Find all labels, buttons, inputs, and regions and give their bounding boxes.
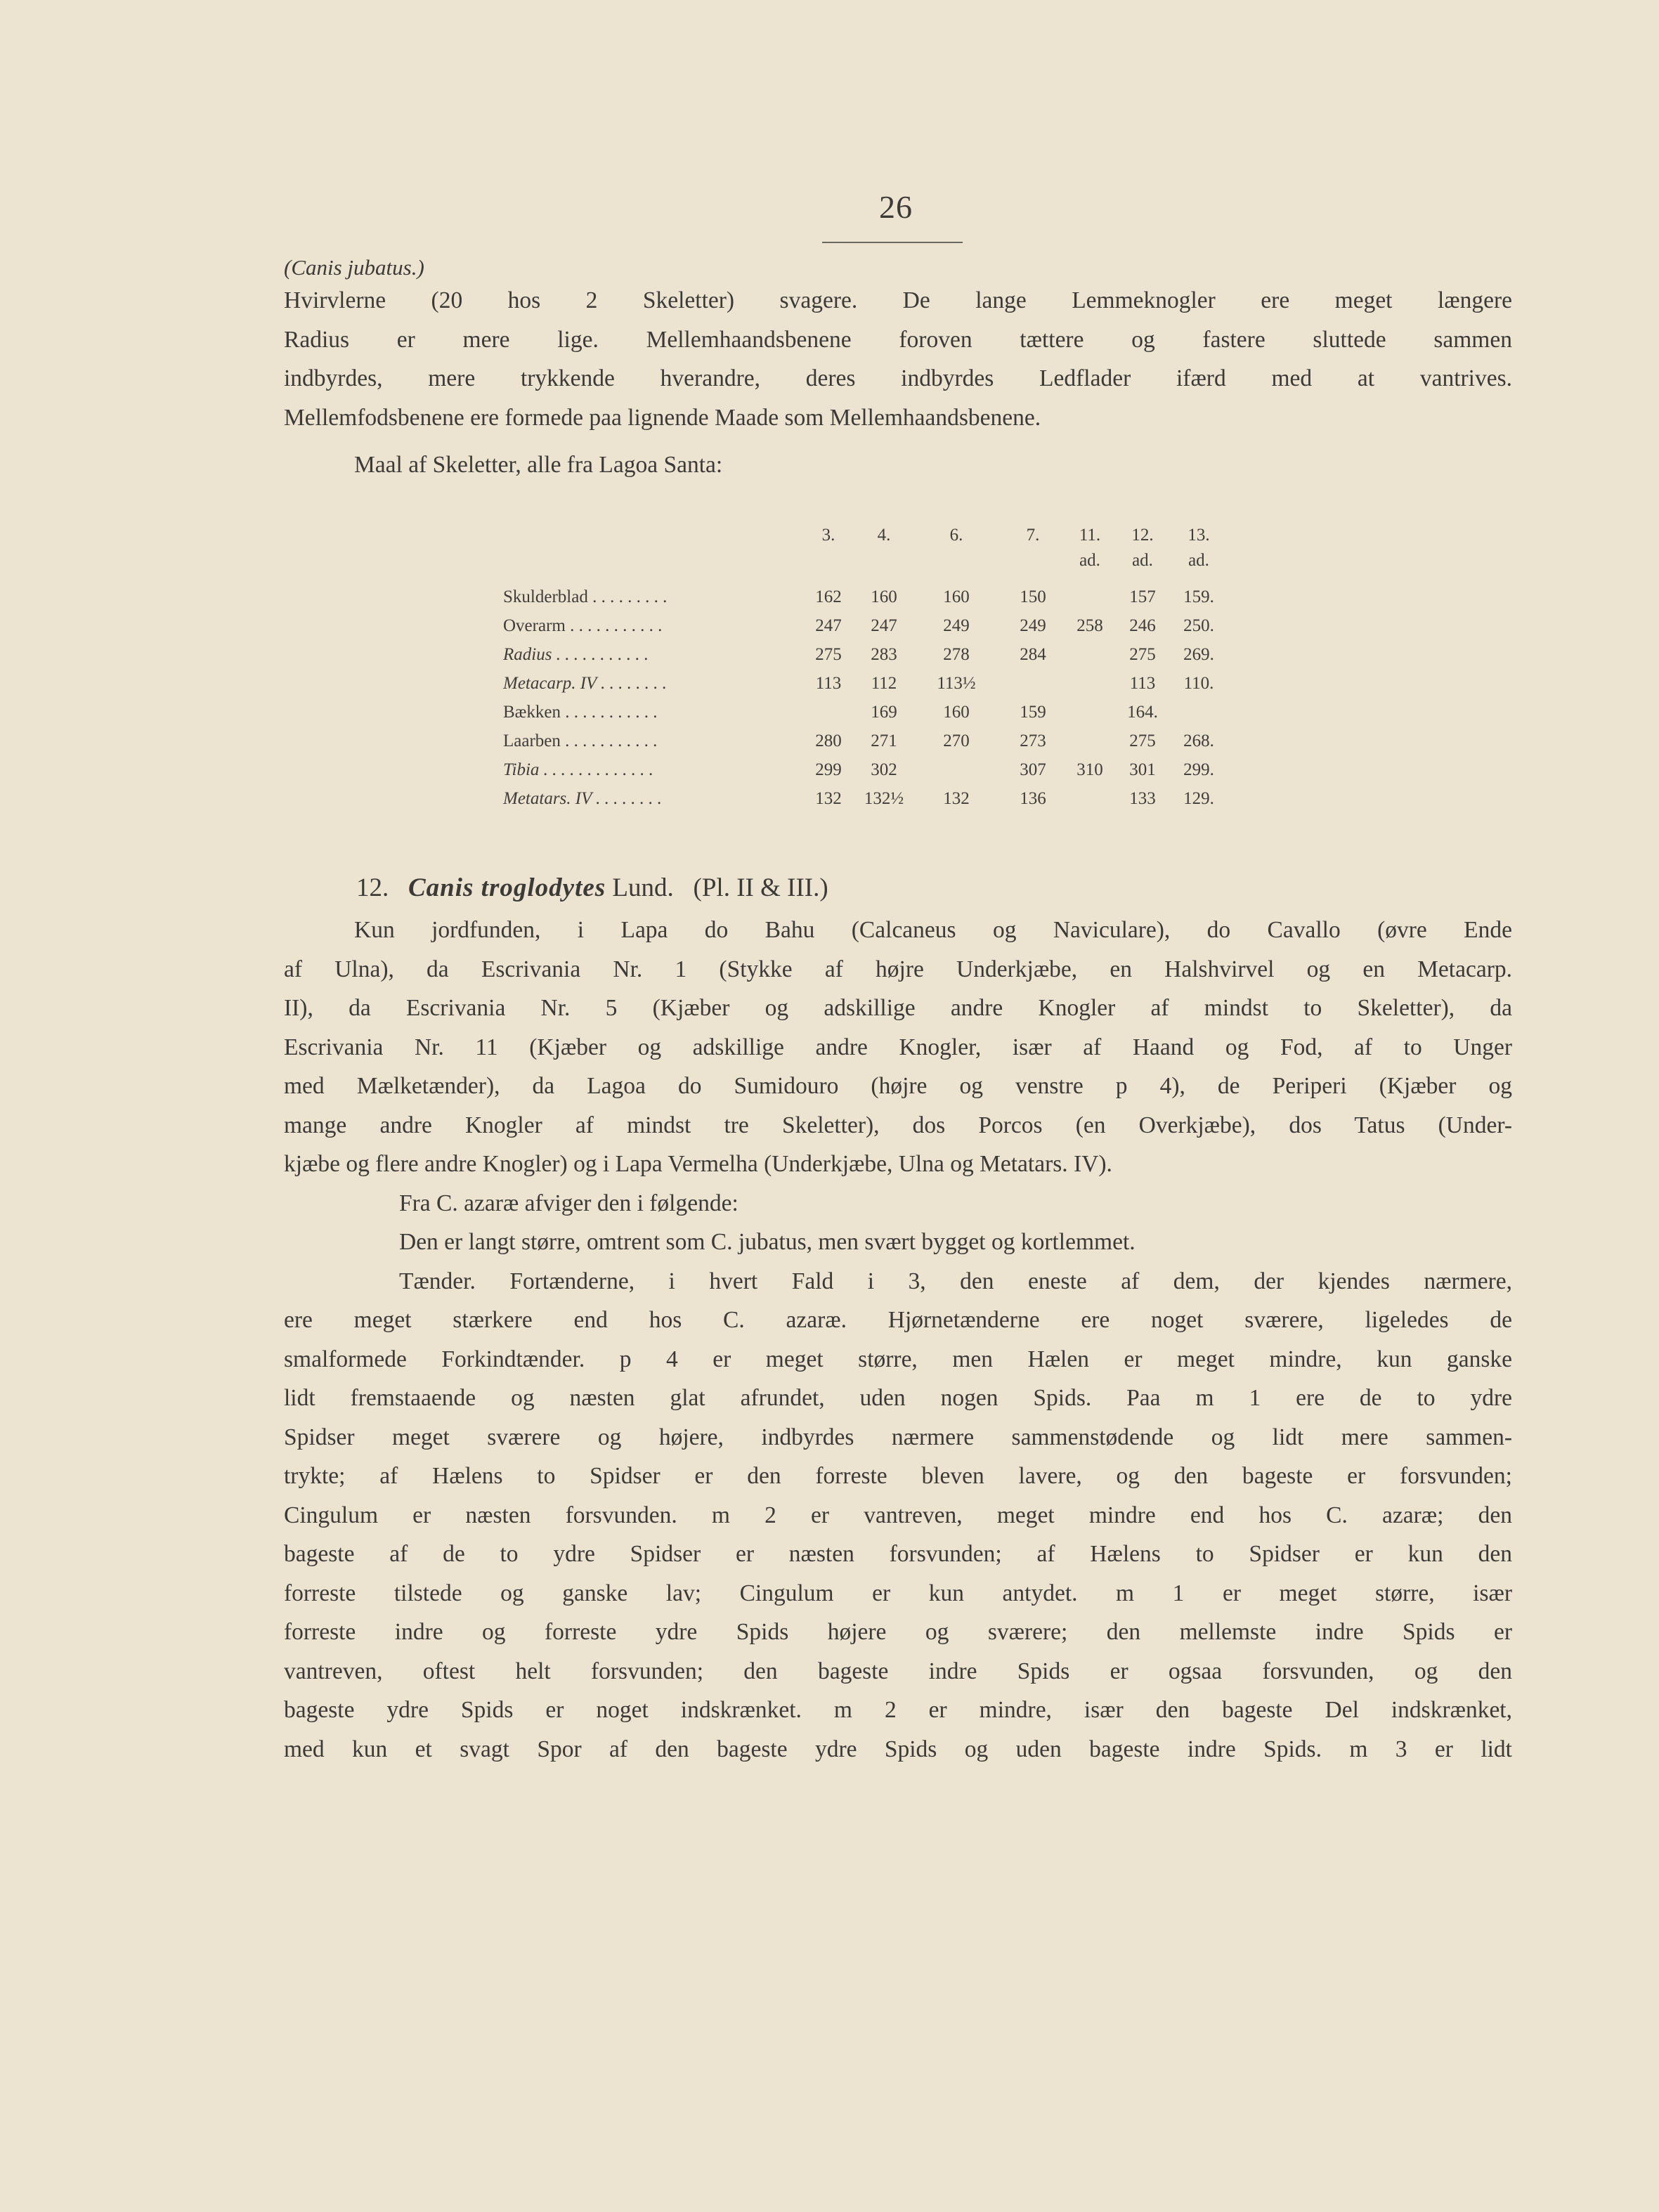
table-cell: 157: [1129, 587, 1156, 606]
table-cell: 273: [1020, 731, 1046, 750]
table-column-subheader: ad.: [1188, 551, 1209, 570]
page-number: 26: [879, 189, 913, 225]
table-column-subheader: ad.: [1132, 551, 1153, 570]
body-line: smalformede Forkindtænder. p 4 er meget større, men Hælen er meget mindre, kun ganske: [284, 1346, 1512, 1372]
table-cell: 169: [871, 703, 897, 722]
table-cell: 284: [1020, 645, 1046, 664]
table-cell: 113: [815, 674, 842, 693]
table-cell: 110.: [1183, 674, 1214, 693]
table-cell: 250.: [1183, 616, 1214, 635]
table-cell: 159.: [1183, 587, 1214, 606]
table-column-header: 4.: [877, 526, 891, 545]
table-column-header: 11.: [1079, 526, 1101, 545]
body-line: bageste ydre Spids er noget indskrænket. m 2 er mindre, især den bageste Del indskrænket,: [284, 1697, 1512, 1723]
table-cell: 164.: [1127, 703, 1158, 722]
table-cell: 275: [815, 645, 842, 664]
table-cell: 280: [815, 731, 842, 750]
table-cell: 275: [1129, 645, 1156, 664]
body-line: Spidser meget sværere og højere, indbyrdes nærmere sammenstødende og lidt mere sammen-: [284, 1424, 1512, 1450]
intro-paragraph: [284, 281, 1512, 437]
table-cell: 159: [1020, 703, 1046, 722]
body-line: vantreven, oftest helt forsvunden; den bageste indre Spids er ogsaa forsvunden, og den: [284, 1658, 1512, 1684]
table-row-label: Overarm . . . . . . . . . . .: [503, 616, 663, 635]
table-row-label: Metatars. IV . . . . . . . .: [503, 789, 662, 808]
table-cell: 299: [815, 760, 842, 779]
table-cell: 160: [943, 703, 970, 722]
body-line: Escrivania Nr. 11 (Kjæber og adskillige andre Knogler, især af Haand og Fod, af to Unger: [284, 1034, 1512, 1060]
table-row-label: Laarben . . . . . . . . . . .: [503, 731, 658, 750]
table-cell: 269.: [1183, 645, 1214, 664]
table-cell: 132½: [864, 789, 904, 808]
table-cell: 275: [1129, 731, 1156, 750]
table-column-header: 6.: [949, 526, 963, 545]
table-cell: 113: [1129, 674, 1156, 693]
body-line: Cingulum er næsten forsvunden. m 2 er vantreven, meget mindre end hos C. azaræ; den: [284, 1502, 1512, 1528]
table-cell: 112: [871, 674, 897, 693]
table-cell: 132: [943, 789, 970, 808]
body-line: med Mælketænder), da Lagoa do Sumidouro (højre og venstre p 4), de Periperi (Kjæber og: [284, 1073, 1512, 1099]
table-cell: 249: [1020, 616, 1046, 635]
table-cell: 268.: [1183, 731, 1214, 750]
table-cell: 247: [871, 616, 897, 635]
body-line: af Ulna), da Escrivania Nr. 1 (Stykke af højre Underkjæbe, en Halshvirvel og en Metacarp.: [284, 956, 1512, 982]
intro-line: indbyrdes, mere trykkende hverandre, deres indbyrdes Ledflader ifærd med at vantrives.: [284, 365, 1512, 391]
body-line: trykte; af Hælens to Spidser er den forreste bleven lavere, og den bageste er forsvunden;: [284, 1463, 1512, 1489]
body-line: forreste tilstede og ganske lav; Cingulum er kun antydet. m 1 er meget større, især: [284, 1580, 1512, 1606]
table-cell: 301: [1129, 760, 1156, 779]
table-cell: 249: [943, 616, 970, 635]
table-cell: 162: [815, 587, 842, 606]
table-cell: 136: [1020, 789, 1046, 808]
body-line: ere meget stærkere end hos C. azaræ. Hjørnetænderne ere noget sværere, ligeledes de: [284, 1307, 1512, 1333]
table-cell: 278: [943, 645, 970, 664]
species-author: Lund.: [612, 873, 674, 902]
body-line: kjæbe og flere andre Knogler) og i Lapa Vermelha (Underkjæbe, Ulna og Metatars. IV).: [284, 1151, 1112, 1177]
section-number: 12.: [356, 873, 389, 902]
body-line: Kun jordfunden, i Lapa do Bahu (Calcaneus og Naviculare), do Cavallo (øvre Ende: [354, 917, 1512, 943]
table-cell: 133: [1129, 789, 1156, 808]
measurements-caption: [354, 445, 1197, 485]
body-line: mange andre Knogler af mindst tre Skeletter), dos Porcos (en Overkjæbe), dos Tatus (Under-: [284, 1112, 1512, 1138]
species-name: Canis troglodytes: [408, 873, 606, 902]
table-cell: 129.: [1183, 789, 1214, 808]
table-cell: 246: [1129, 616, 1156, 635]
table-cell: 113½: [937, 674, 976, 693]
body-line: med kun et svagt Spor af den bageste ydre Spids og uden bageste indre Spids. m 3 er lidt: [284, 1736, 1512, 1762]
table-cell: 283: [871, 645, 897, 664]
table-cell: 310: [1076, 760, 1103, 779]
plate-reference: (Pl. II & III.): [693, 873, 828, 902]
body-line: bageste af de to ydre Spidser er næsten forsvunden; af Hælens to Spidser er kun den: [284, 1541, 1512, 1567]
measurements-caption-text: Maal af Skeletter, alle fra Lagoa Santa:: [354, 452, 723, 478]
table-column-header: 12.: [1131, 526, 1154, 545]
body-line: forreste indre og forreste ydre Spids højere og sværere; den mellemste indre Spids er: [284, 1619, 1512, 1645]
table-cell: 132: [815, 789, 842, 808]
table-cell: 160: [871, 587, 897, 606]
table-column-header: 3.: [821, 526, 835, 545]
table-cell: 307: [1020, 760, 1046, 779]
table-row-label: Radius . . . . . . . . . . .: [503, 645, 649, 664]
body-line: II), da Escrivania Nr. 5 (Kjæber og adskillige andre Knogler af mindst to Skeletter), da: [284, 995, 1512, 1021]
table-column-subheader: ad.: [1079, 551, 1100, 570]
running-head: (Canis jubatus.): [284, 255, 424, 280]
table-row-label: Metacarp. IV . . . . . . . .: [503, 674, 667, 693]
page-number-rule: [822, 242, 963, 243]
body-line: lidt fremstaaende og næsten glat afrundet, uden nogen Spids. Paa m 1 ere de to ydre: [284, 1385, 1512, 1411]
table-cell: 258: [1076, 616, 1103, 635]
intro-line: Mellemfodsbenene ere formede paa lignende Maade som Mellemhaandsbenene.: [284, 404, 1041, 431]
table-cell: 247: [815, 616, 842, 635]
table-cell: 270: [943, 731, 970, 750]
table-row-label: Skulderblad . . . . . . . . .: [503, 587, 668, 606]
body-text: [284, 911, 1512, 1769]
table-row-label: Tibia . . . . . . . . . . . . .: [503, 760, 653, 779]
body-line: Den er langt større, omtrent som C. jubatus, men svært bygget og kortlemmet.: [399, 1229, 1136, 1255]
body-line: Tænder. Fortænderne, i hvert Fald i 3, den eneste af dem, der kjendes nærmere,: [399, 1268, 1512, 1294]
table-cell: 271: [871, 731, 897, 750]
table-column-header: 13.: [1188, 526, 1210, 545]
body-line: Fra C. azaræ afviger den i følgende:: [399, 1190, 739, 1216]
table-cell: 302: [871, 760, 897, 779]
table-column-header: 7.: [1026, 526, 1040, 545]
table-row-label: Bækken . . . . . . . . . . .: [503, 703, 658, 722]
intro-line: Radius er mere lige. Mellemhaandsbenene foroven tættere og fastere sluttede sammen: [284, 326, 1512, 353]
table-cell: 160: [943, 587, 970, 606]
intro-line: Hvirvlerne (20 hos 2 Skeletter) svagere. De lange Lemmeknogler ere meget længere: [284, 287, 1512, 313]
table-cell: 150: [1020, 587, 1046, 606]
section-heading: [356, 873, 828, 903]
table-cell: 299.: [1183, 760, 1214, 779]
